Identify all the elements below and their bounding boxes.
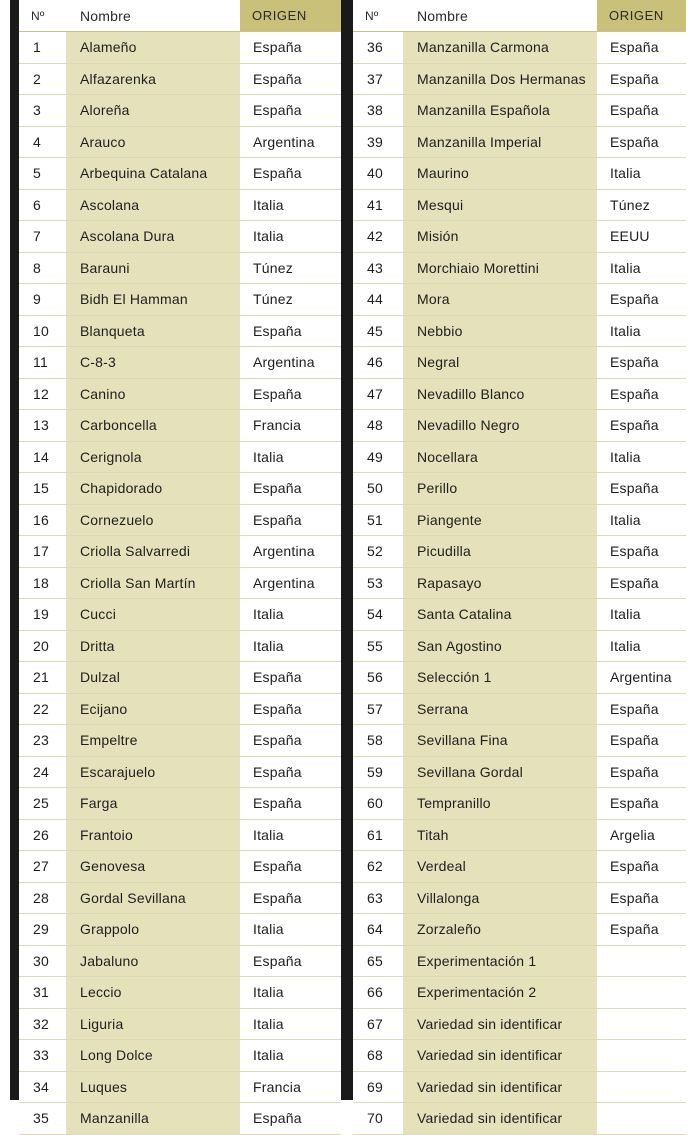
- row-number: 4: [19, 126, 66, 158]
- row-number: 66: [353, 977, 403, 1009]
- row-name: Experimentación 2: [403, 977, 597, 1009]
- table-row: [353, 63, 686, 95]
- row-number: 24: [19, 756, 66, 788]
- row-number: 30: [19, 945, 66, 977]
- row-name: Variedad sin identificar: [403, 1103, 597, 1135]
- table-row: [353, 599, 686, 631]
- row-origin: España: [240, 504, 341, 536]
- row-number: 39: [353, 126, 403, 158]
- row-name: Maurino: [403, 158, 597, 190]
- header-number: Nº: [19, 0, 66, 32]
- row-origin: Italia: [240, 1040, 341, 1072]
- row-number: 13: [19, 410, 66, 442]
- row-origin: España: [240, 315, 341, 347]
- table-row: [19, 252, 341, 284]
- row-name: Sevillana Gordal: [403, 756, 597, 788]
- table-row: [353, 189, 686, 221]
- row-name: Mora: [403, 284, 597, 316]
- row-origin: España: [597, 788, 686, 820]
- row-number: 37: [353, 63, 403, 95]
- table-row: [353, 882, 686, 914]
- table-row: [353, 221, 686, 253]
- table-row: [353, 662, 686, 694]
- row-origin: Túnez: [240, 284, 341, 316]
- row-number: 40: [353, 158, 403, 190]
- row-name: Negral: [403, 347, 597, 379]
- row-number: 48: [353, 410, 403, 442]
- row-name: Farga: [66, 788, 240, 820]
- table-row: [353, 693, 686, 725]
- row-name: Mesqui: [403, 189, 597, 221]
- table-row: [19, 599, 341, 631]
- row-name: Cerignola: [66, 441, 240, 473]
- table-row: [353, 725, 686, 757]
- row-name: Blanqueta: [66, 315, 240, 347]
- row-name: Escarajuelo: [66, 756, 240, 788]
- row-name: Selección 1: [403, 662, 597, 694]
- row-name: Experimentación 1: [403, 945, 597, 977]
- row-origin: España: [240, 63, 341, 95]
- row-origin: España: [240, 851, 341, 883]
- row-number: 10: [19, 315, 66, 347]
- table-row: [353, 126, 686, 158]
- row-number: 12: [19, 378, 66, 410]
- row-number: 26: [19, 819, 66, 851]
- row-origin: España: [597, 95, 686, 127]
- row-origin: Argentina: [240, 126, 341, 158]
- table-row: [19, 1071, 341, 1103]
- row-name: Verdeal: [403, 851, 597, 883]
- row-origin: España: [240, 158, 341, 190]
- row-name: Cornezuelo: [66, 504, 240, 536]
- row-origin: España: [597, 410, 686, 442]
- row-origin: Italia: [597, 630, 686, 662]
- row-origin: Italia: [240, 441, 341, 473]
- header-name: Nombre: [66, 0, 240, 32]
- row-number: 7: [19, 221, 66, 253]
- row-origin: España: [597, 756, 686, 788]
- table-row: [353, 756, 686, 788]
- row-origin: Italia: [240, 189, 341, 221]
- row-number: 8: [19, 252, 66, 284]
- table-row: [353, 284, 686, 316]
- row-name: Santa Catalina: [403, 599, 597, 631]
- row-number: 31: [19, 977, 66, 1009]
- row-number: 25: [19, 788, 66, 820]
- row-name: Nocellara: [403, 441, 597, 473]
- table-row: [19, 567, 341, 599]
- row-origin: España: [597, 347, 686, 379]
- row-name: Rapasayo: [403, 567, 597, 599]
- row-origin: España: [597, 126, 686, 158]
- row-origin: España: [597, 693, 686, 725]
- row-name: Bidh El Hamman: [66, 284, 240, 316]
- row-number: 44: [353, 284, 403, 316]
- row-number: 69: [353, 1071, 403, 1103]
- row-number: 53: [353, 567, 403, 599]
- table-row: [19, 662, 341, 694]
- row-name: Empeltre: [66, 725, 240, 757]
- table-row: [19, 347, 341, 379]
- header-origin: ORIGEN: [597, 0, 686, 32]
- row-name: Serrana: [403, 693, 597, 725]
- row-origin: Argentina: [240, 347, 341, 379]
- table-row: [19, 882, 341, 914]
- row-origin: España: [240, 882, 341, 914]
- table-row: [19, 441, 341, 473]
- row-name: Criolla San Martín: [66, 567, 240, 599]
- row-name: Chapidorado: [66, 473, 240, 505]
- table-row: [353, 536, 686, 568]
- row-origin: España: [597, 567, 686, 599]
- row-origin: España: [597, 473, 686, 505]
- row-name: Variedad sin identificar: [403, 1040, 597, 1072]
- table-row: [19, 725, 341, 757]
- row-origin: [597, 1040, 686, 1072]
- table-row: [19, 788, 341, 820]
- row-origin: Túnez: [597, 189, 686, 221]
- table-row: [19, 189, 341, 221]
- row-number: 59: [353, 756, 403, 788]
- row-origin: Argelia: [597, 819, 686, 851]
- row-origin: EEUU: [597, 221, 686, 253]
- table-row: [19, 63, 341, 95]
- row-name: Long Dolce: [66, 1040, 240, 1072]
- row-origin: España: [240, 693, 341, 725]
- row-name: Ascolana Dura: [66, 221, 240, 253]
- row-name: Manzanilla: [66, 1103, 240, 1135]
- header-number: Nº: [353, 0, 403, 32]
- right-variety-table: [353, 0, 686, 1135]
- table-row: [19, 221, 341, 253]
- row-name: Luques: [66, 1071, 240, 1103]
- row-number: 2: [19, 63, 66, 95]
- row-name: Morchiaio Morettini: [403, 252, 597, 284]
- row-name: Alfazarenka: [66, 63, 240, 95]
- row-number: 3: [19, 95, 66, 127]
- row-number: 38: [353, 95, 403, 127]
- row-number: 43: [353, 252, 403, 284]
- row-origin: Italia: [240, 630, 341, 662]
- row-origin: España: [597, 284, 686, 316]
- row-origin: España: [597, 63, 686, 95]
- row-name: Manzanilla Dos Hermanas: [403, 63, 597, 95]
- row-origin: Italia: [240, 599, 341, 631]
- row-name: Variedad sin identificar: [403, 1008, 597, 1040]
- row-origin: [597, 945, 686, 977]
- row-number: 60: [353, 788, 403, 820]
- row-number: 35: [19, 1103, 66, 1135]
- row-name: Arauco: [66, 126, 240, 158]
- row-name: Gordal Sevillana: [66, 882, 240, 914]
- header-row: [353, 0, 686, 32]
- row-number: 33: [19, 1040, 66, 1072]
- row-number: 15: [19, 473, 66, 505]
- row-name: C-8-3: [66, 347, 240, 379]
- row-number: 42: [353, 221, 403, 253]
- table-row: [353, 567, 686, 599]
- left-variety-table: [19, 0, 341, 1135]
- row-name: Nevadillo Negro: [403, 410, 597, 442]
- row-number: 51: [353, 504, 403, 536]
- table-row: [353, 252, 686, 284]
- row-number: 16: [19, 504, 66, 536]
- row-number: 50: [353, 473, 403, 505]
- row-number: 5: [19, 158, 66, 190]
- header-row: [19, 0, 341, 32]
- table-row: [353, 95, 686, 127]
- row-name: Zorzaleño: [403, 914, 597, 946]
- row-origin: Argentina: [240, 536, 341, 568]
- table-row: [19, 1008, 341, 1040]
- table-row: [353, 504, 686, 536]
- row-origin: España: [240, 95, 341, 127]
- row-origin: España: [240, 32, 341, 64]
- row-origin: [597, 1103, 686, 1135]
- row-origin: España: [597, 914, 686, 946]
- row-origin: [597, 1008, 686, 1040]
- row-number: 46: [353, 347, 403, 379]
- table-row: [353, 630, 686, 662]
- row-number: 6: [19, 189, 66, 221]
- row-number: 21: [19, 662, 66, 694]
- table-row: [19, 536, 341, 568]
- row-number: 57: [353, 693, 403, 725]
- row-name: Manzanilla Imperial: [403, 126, 597, 158]
- row-origin: España: [597, 851, 686, 883]
- header-name: Nombre: [403, 0, 597, 32]
- row-origin: Argentina: [597, 662, 686, 694]
- row-name: Misión: [403, 221, 597, 253]
- row-name: Sevillana Fina: [403, 725, 597, 757]
- table-row: [353, 32, 686, 64]
- row-origin: Italia: [240, 819, 341, 851]
- header-origin: ORIGEN: [240, 0, 341, 32]
- table-row: [353, 1040, 686, 1072]
- table-row: [353, 441, 686, 473]
- row-name: Variedad sin identificar: [403, 1071, 597, 1103]
- row-number: 29: [19, 914, 66, 946]
- row-number: 20: [19, 630, 66, 662]
- row-origin: España: [240, 1103, 341, 1135]
- table-row: [19, 32, 341, 64]
- row-number: 45: [353, 315, 403, 347]
- table-row: [19, 284, 341, 316]
- row-number: 28: [19, 882, 66, 914]
- row-name: Carboncella: [66, 410, 240, 442]
- row-name: Picudilla: [403, 536, 597, 568]
- table-row: [19, 630, 341, 662]
- table-row: [19, 1040, 341, 1072]
- table-row: [19, 819, 341, 851]
- row-name: Piangente: [403, 504, 597, 536]
- row-origin: España: [597, 32, 686, 64]
- row-origin: Argentina: [240, 567, 341, 599]
- row-name: Leccio: [66, 977, 240, 1009]
- row-name: Ascolana: [66, 189, 240, 221]
- table-row: [19, 158, 341, 190]
- row-number: 67: [353, 1008, 403, 1040]
- row-origin: Italia: [597, 315, 686, 347]
- row-origin: [597, 977, 686, 1009]
- table-row: [353, 977, 686, 1009]
- row-number: 55: [353, 630, 403, 662]
- table-row: [19, 977, 341, 1009]
- row-origin: Italia: [597, 158, 686, 190]
- table-row: [19, 126, 341, 158]
- table-row: [19, 95, 341, 127]
- table-row: [353, 851, 686, 883]
- row-origin: España: [240, 788, 341, 820]
- table-row: [353, 914, 686, 946]
- table-row: [353, 1071, 686, 1103]
- table-row: [19, 504, 341, 536]
- row-name: Perillo: [403, 473, 597, 505]
- row-name: Grappolo: [66, 914, 240, 946]
- row-name: Genovesa: [66, 851, 240, 883]
- table-row: [353, 378, 686, 410]
- row-number: 22: [19, 693, 66, 725]
- row-name: Barauni: [66, 252, 240, 284]
- row-origin: [597, 1071, 686, 1103]
- table-row: [19, 315, 341, 347]
- row-origin: Francia: [240, 1071, 341, 1103]
- row-number: 32: [19, 1008, 66, 1040]
- row-name: Arbequina Catalana: [66, 158, 240, 190]
- row-number: 23: [19, 725, 66, 757]
- row-origin: Italia: [597, 599, 686, 631]
- row-origin: España: [240, 725, 341, 757]
- row-name: Jabaluno: [66, 945, 240, 977]
- row-name: Manzanilla Carmona: [403, 32, 597, 64]
- row-number: 18: [19, 567, 66, 599]
- row-name: Canino: [66, 378, 240, 410]
- row-origin: España: [240, 378, 341, 410]
- row-name: Dritta: [66, 630, 240, 662]
- row-origin: España: [240, 662, 341, 694]
- row-number: 19: [19, 599, 66, 631]
- table-row: [19, 473, 341, 505]
- table-row: [19, 378, 341, 410]
- row-origin: España: [240, 756, 341, 788]
- row-name: Dulzal: [66, 662, 240, 694]
- row-name: Alameño: [66, 32, 240, 64]
- row-number: 62: [353, 851, 403, 883]
- row-number: 34: [19, 1071, 66, 1103]
- table-row: [353, 347, 686, 379]
- row-name: Titah: [403, 819, 597, 851]
- row-origin: España: [597, 378, 686, 410]
- row-number: 61: [353, 819, 403, 851]
- row-number: 56: [353, 662, 403, 694]
- row-name: Nebbio: [403, 315, 597, 347]
- table-row: [353, 158, 686, 190]
- row-name: San Agostino: [403, 630, 597, 662]
- row-origin: Italia: [597, 441, 686, 473]
- table-row: [353, 788, 686, 820]
- row-origin: Francia: [240, 410, 341, 442]
- row-name: Liguria: [66, 1008, 240, 1040]
- table-row: [19, 693, 341, 725]
- center-divider-bar: [341, 0, 353, 1100]
- row-origin: Italia: [597, 504, 686, 536]
- table-row: [353, 473, 686, 505]
- table-row: [19, 410, 341, 442]
- row-name: Tempranillo: [403, 788, 597, 820]
- row-number: 41: [353, 189, 403, 221]
- row-number: 27: [19, 851, 66, 883]
- row-number: 11: [19, 347, 66, 379]
- row-origin: Italia: [240, 1008, 341, 1040]
- row-number: 17: [19, 536, 66, 568]
- row-number: 47: [353, 378, 403, 410]
- row-name: Ecijano: [66, 693, 240, 725]
- table-row: [353, 819, 686, 851]
- row-number: 63: [353, 882, 403, 914]
- row-name: Frantoio: [66, 819, 240, 851]
- row-number: 65: [353, 945, 403, 977]
- row-origin: Italia: [240, 914, 341, 946]
- row-origin: Italia: [240, 221, 341, 253]
- row-name: Criolla Salvarredi: [66, 536, 240, 568]
- row-origin: Italia: [240, 977, 341, 1009]
- row-origin: España: [597, 725, 686, 757]
- row-origin: España: [597, 536, 686, 568]
- row-origin: España: [240, 473, 341, 505]
- row-number: 64: [353, 914, 403, 946]
- row-origin: España: [240, 945, 341, 977]
- row-number: 68: [353, 1040, 403, 1072]
- row-number: 54: [353, 599, 403, 631]
- row-number: 36: [353, 32, 403, 64]
- table-row: [19, 914, 341, 946]
- row-name: Manzanilla Española: [403, 95, 597, 127]
- left-border-bar: [10, 0, 19, 1100]
- row-origin: Túnez: [240, 252, 341, 284]
- row-name: Nevadillo Blanco: [403, 378, 597, 410]
- table-row: [19, 945, 341, 977]
- table-row: [19, 756, 341, 788]
- table-row: [353, 1103, 686, 1135]
- table-row: [19, 851, 341, 883]
- row-number: 49: [353, 441, 403, 473]
- table-row: [353, 1008, 686, 1040]
- row-number: 52: [353, 536, 403, 568]
- row-name: Cucci: [66, 599, 240, 631]
- row-number: 70: [353, 1103, 403, 1135]
- table-row: [19, 1103, 341, 1135]
- row-number: 9: [19, 284, 66, 316]
- table-row: [353, 945, 686, 977]
- row-number: 58: [353, 725, 403, 757]
- row-origin: España: [597, 882, 686, 914]
- row-number: 14: [19, 441, 66, 473]
- table-row: [353, 410, 686, 442]
- row-number: 1: [19, 32, 66, 64]
- row-name: Aloreña: [66, 95, 240, 127]
- row-origin: Italia: [597, 252, 686, 284]
- row-name: Villalonga: [403, 882, 597, 914]
- table-row: [353, 315, 686, 347]
